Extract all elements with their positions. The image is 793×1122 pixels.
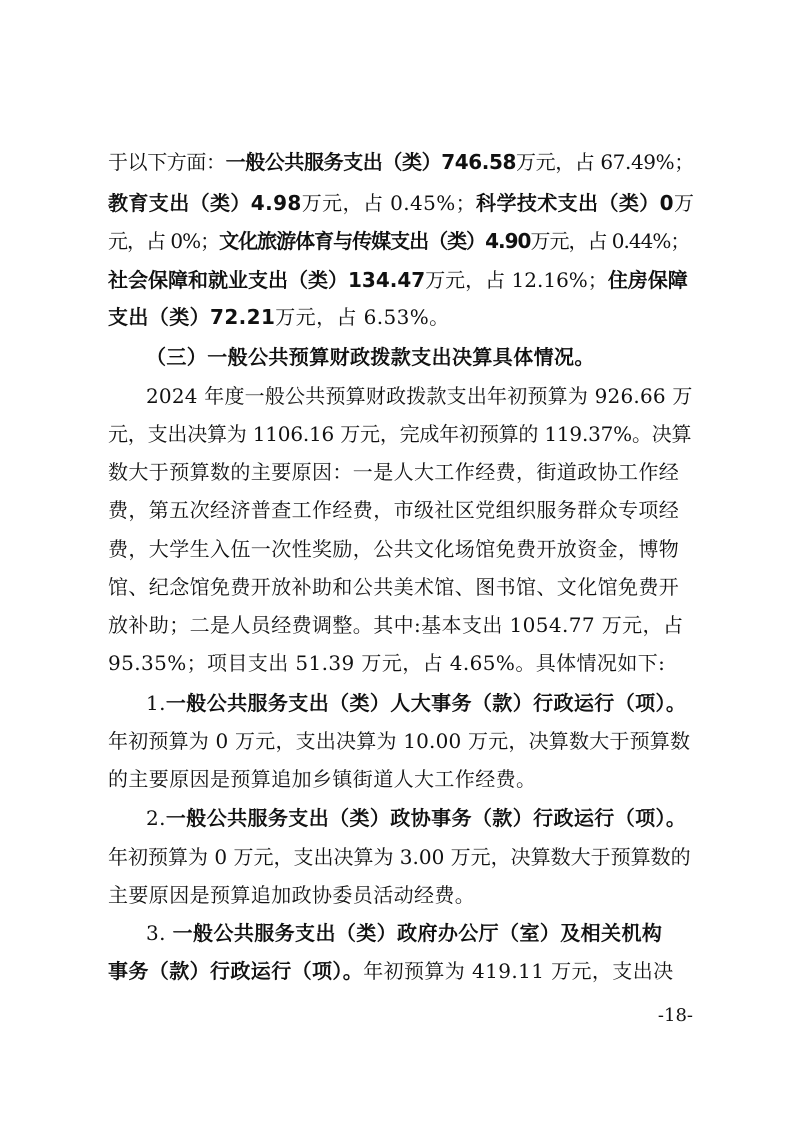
text-line bbox=[108, 261, 693, 299]
text-segment-bold: 一般公共服务支出（类）人大事务（款）行政运行（项）。 bbox=[165, 691, 687, 715]
text-segment: 于以下方面： bbox=[108, 150, 226, 174]
text-line bbox=[108, 530, 693, 568]
section-heading bbox=[146, 338, 693, 376]
text-line bbox=[108, 453, 693, 491]
text-segment: 年初预算为 0 万元，支出决算为 10.00 万元，决算数大于预算数 bbox=[108, 729, 691, 753]
text-line bbox=[108, 644, 693, 682]
page-number: -18- bbox=[657, 1005, 693, 1026]
text-line bbox=[108, 184, 693, 222]
text-segment: 万 bbox=[673, 191, 695, 215]
text-segment: 数大于预算数的主要原因：一是人大工作经费，街道政协工作经 bbox=[108, 460, 680, 484]
text-segment: 万元，占 0.45%； bbox=[301, 191, 477, 215]
text-segment-bold: 一般公共服务支出（类）政府办公厅（室）及相关机构 bbox=[172, 921, 663, 945]
text-segment-bold: 科学技术支出（类）0 bbox=[476, 191, 674, 215]
text-segment: 95.35%；项目支出 51.39 万元，占 4.65%。具体情况如下: bbox=[108, 651, 666, 675]
text-segment-bold: 一般公共服务支出（类）政协事务（款）行政运行（项）。 bbox=[165, 806, 687, 830]
text-segment-bold: 住房保障 bbox=[607, 268, 688, 292]
text-segment-bold: 文化旅游体育与传媒支出（类）4.90 bbox=[219, 229, 531, 253]
text-segment: 1. bbox=[146, 691, 166, 715]
text-line bbox=[108, 838, 693, 876]
text-line bbox=[108, 143, 693, 181]
text-segment: 主要原因是预算追加政协委员活动经费。 bbox=[108, 883, 476, 907]
text-line bbox=[108, 876, 693, 914]
text-segment: 万元，占 6.53%。 bbox=[275, 305, 450, 329]
text-segment-bold: （三）一般公共预算财政拨款支出决算具体情况。 bbox=[146, 345, 595, 369]
text-segment: 万元，占 12.16%； bbox=[425, 268, 608, 292]
text-line bbox=[108, 760, 693, 798]
text-segment-bold: 教育支出（类）4.98 bbox=[108, 191, 302, 215]
text-line bbox=[146, 377, 693, 415]
text-segment: 3. bbox=[146, 921, 173, 945]
text-line bbox=[108, 606, 693, 644]
text-line bbox=[146, 914, 693, 952]
text-line bbox=[108, 415, 693, 453]
text-line bbox=[108, 222, 693, 260]
text-line bbox=[146, 684, 693, 722]
text-segment: 的主要原因是预算追加乡镇街道人大工作经费。 bbox=[108, 767, 537, 791]
text-line bbox=[108, 722, 693, 760]
text-segment-bold: 支出（类）72.21 bbox=[108, 305, 276, 329]
text-line bbox=[108, 298, 693, 336]
text-line bbox=[108, 952, 693, 990]
text-line bbox=[108, 491, 693, 529]
text-segment: 元，支出决算为 1106.16 万元，完成年初预算的 119.37%。决算 bbox=[108, 422, 692, 446]
text-segment: 费，大学生入伍一次性奖励，公共文化场馆免费开放资金，博物 bbox=[108, 537, 680, 561]
text-line bbox=[146, 799, 693, 837]
text-segment-bold: 社会保障和就业支出（类）134.47 bbox=[108, 268, 426, 292]
text-segment: 馆、纪念馆免费开放补助和公共美术馆、图书馆、文化馆免费开 bbox=[108, 575, 680, 599]
text-segment: 费，第五次经济普查工作经费，市级社区党组织服务群众专项经 bbox=[108, 498, 680, 522]
text-segment: 2. bbox=[146, 806, 166, 830]
text-segment-bold: 事务（款）行政运行（项）。 bbox=[108, 959, 364, 983]
text-segment: 年初预算为 0 万元，支出决算为 3.00 万元，决算数大于预算数的 bbox=[108, 845, 691, 869]
text-line bbox=[108, 568, 693, 606]
text-segment: 元，占 0%； bbox=[108, 229, 220, 253]
text-segment: 万元，占 67.49%； bbox=[516, 150, 694, 174]
text-segment: 2024 年度一般公共预算财政拨款支出年初预算为 926.66 万 bbox=[146, 384, 693, 408]
text-segment: 放补助；二是人员经费调整。其中:基本支出 1054.77 万元，占 bbox=[108, 613, 684, 637]
text-segment-bold: 一般公共服务支出（类）746.58 bbox=[225, 150, 516, 174]
text-segment: 万元，占 0.44%； bbox=[530, 229, 690, 253]
text-segment: 年初预算为 419.11 万元，支出决 bbox=[363, 959, 674, 983]
